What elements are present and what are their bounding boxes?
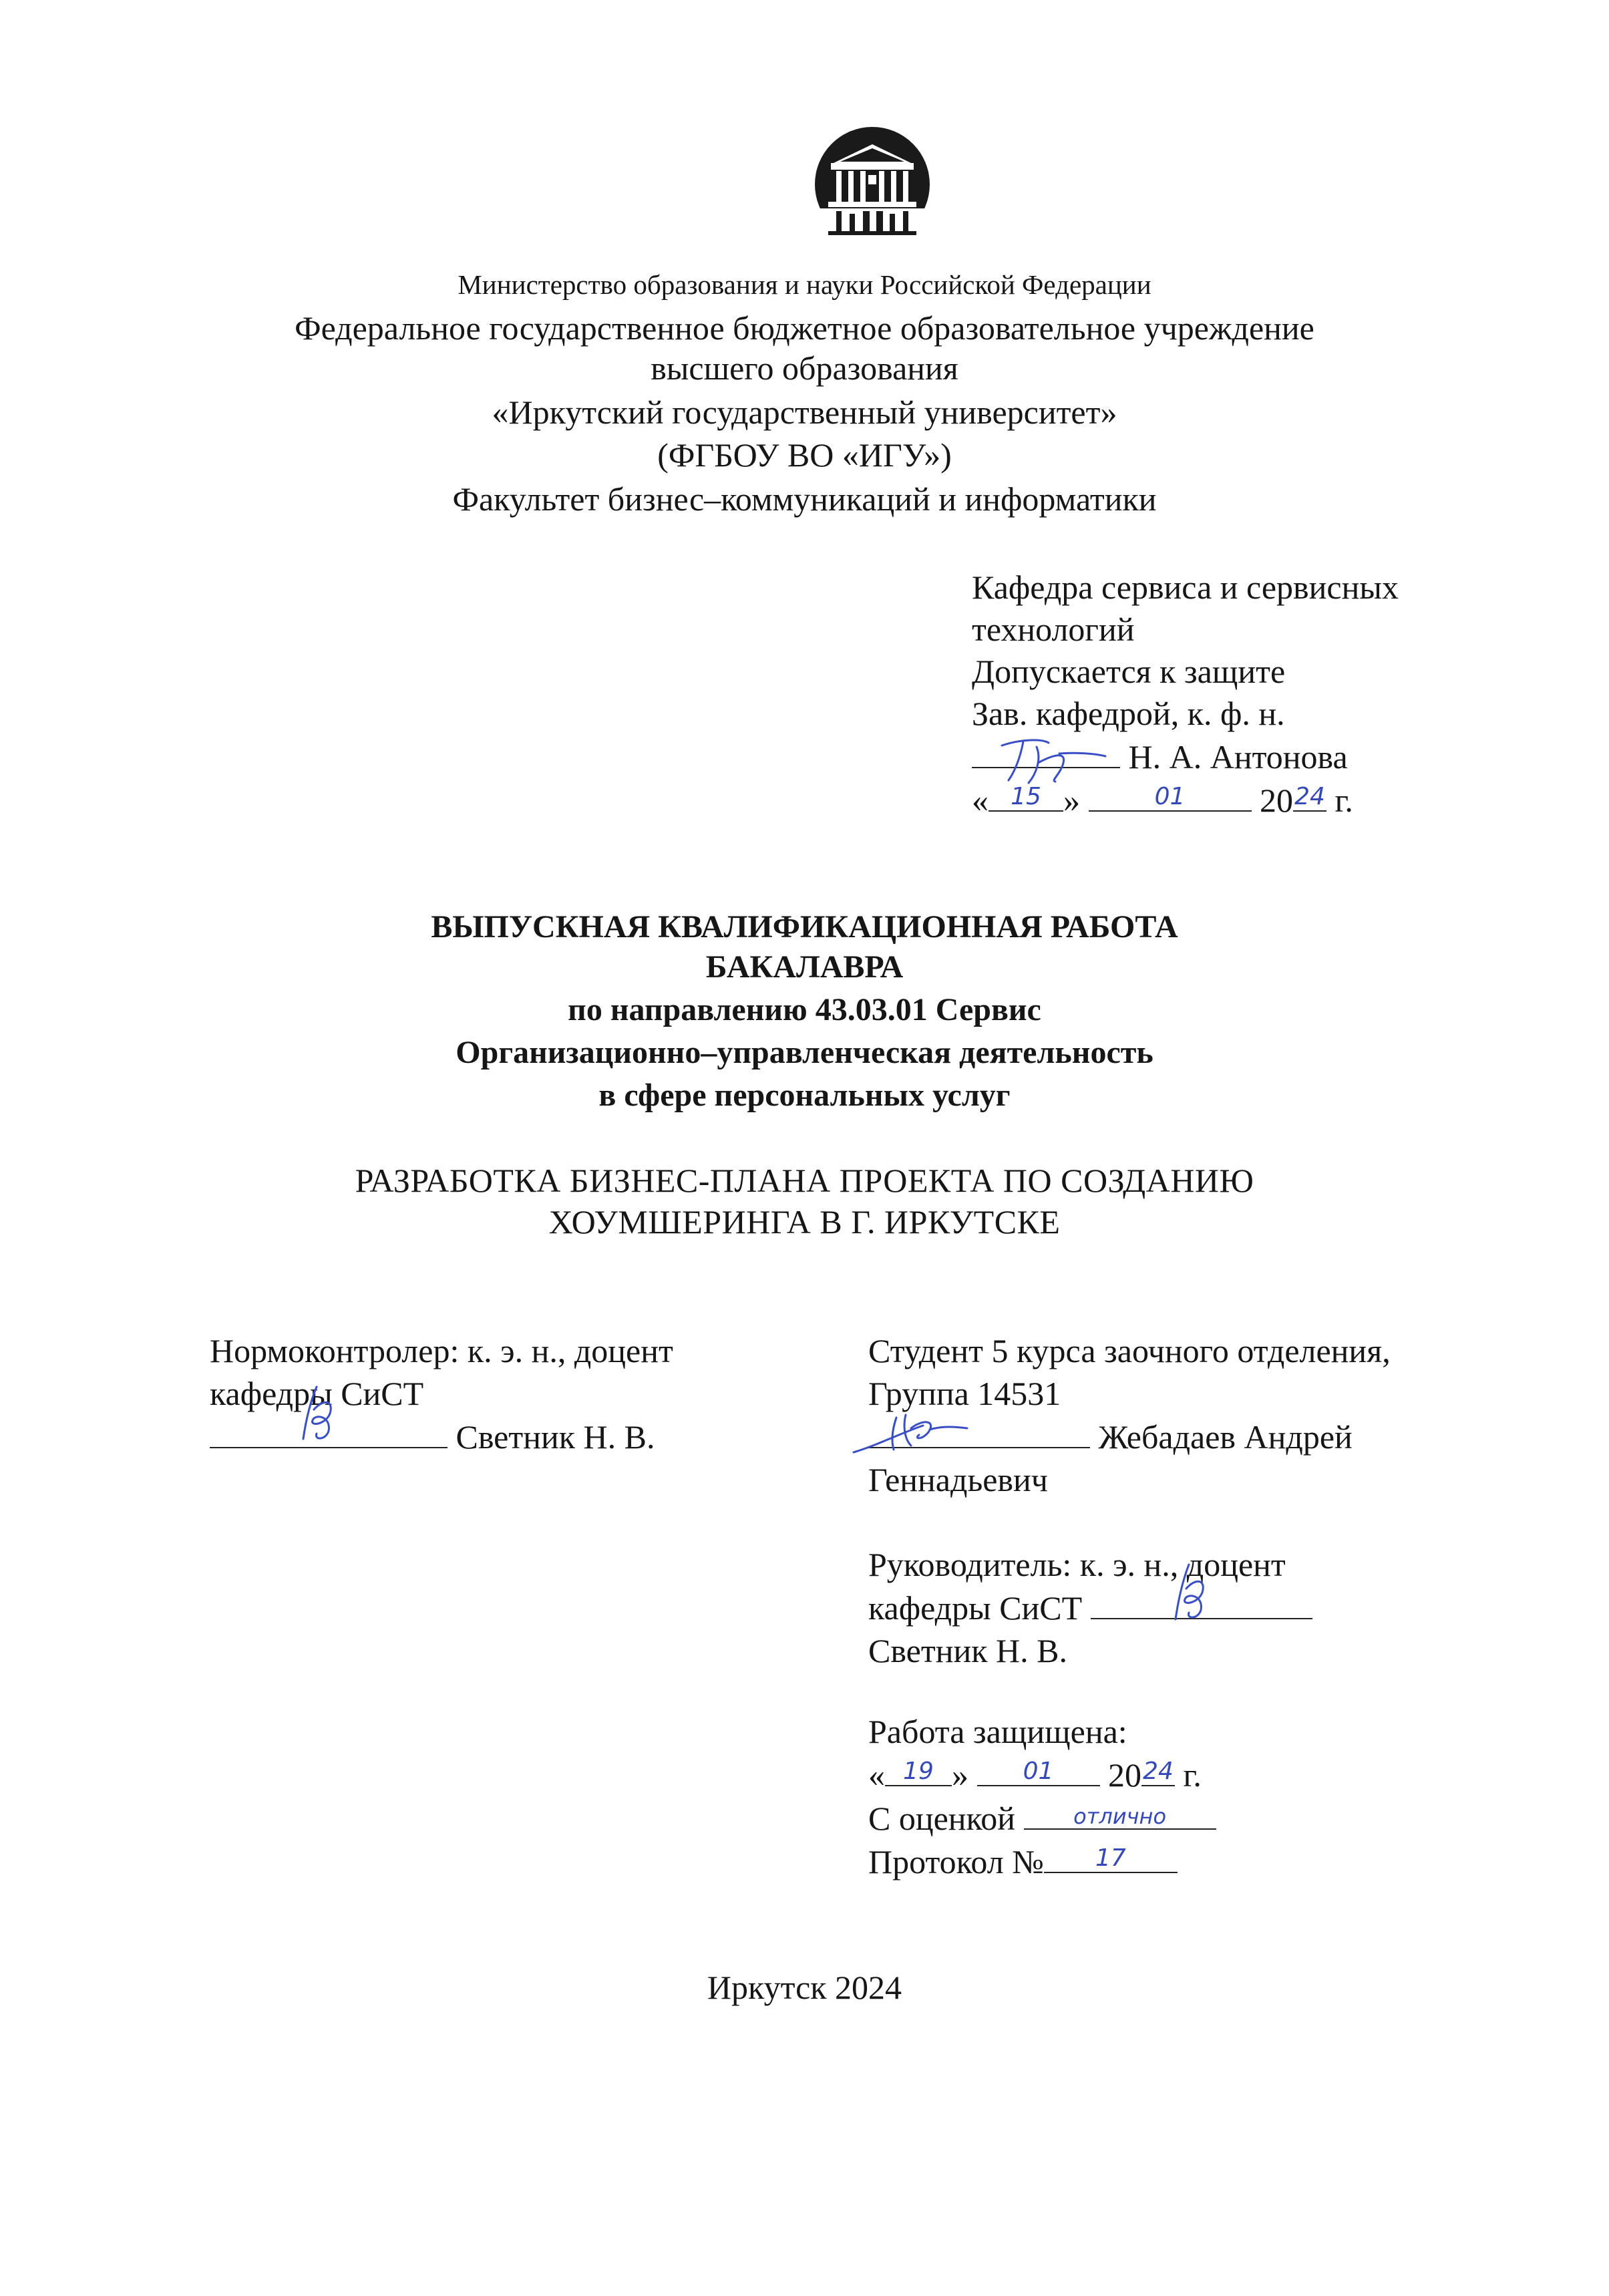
defense-year-prefix: 20	[1108, 1756, 1141, 1794]
title-line-5: в сфере персональных услуг	[598, 1078, 1011, 1113]
date-quote-open: «	[972, 782, 989, 819]
normcontroller-name: Светник Н. В.	[456, 1418, 655, 1456]
city-year: Иркутск 2024	[707, 1969, 902, 2006]
approval-block	[972, 566, 1399, 822]
defense-month-blank	[977, 1753, 1100, 1786]
university-name: «Иркутский государственный университет»	[492, 393, 1117, 431]
institution-line-2: высшего образования	[651, 349, 958, 387]
normcontroller-line-2: кафедры СиСТ	[210, 1375, 424, 1412]
supervisor-signature-blank	[1091, 1586, 1312, 1619]
approval-date-line	[972, 778, 1399, 822]
approval-year-unit: г.	[1334, 782, 1353, 819]
university-abbr: (ФГБОУ ВО «ИГУ»)	[657, 436, 952, 474]
supervisor-line-1: Руководитель: к. э. н., доцент	[868, 1546, 1286, 1583]
topic-line-2: ХОУМШЕРИНГА В Г. ИРКУТСКЕ	[548, 1203, 1061, 1241]
approval-month-blank	[1089, 778, 1252, 812]
student-block	[868, 1329, 1391, 1501]
date-quote-close: »	[1063, 782, 1080, 819]
supervisor-signature-line	[868, 1586, 1312, 1629]
defense-day: 19	[903, 1758, 934, 1785]
normcontroller-block	[210, 1329, 673, 1458]
defense-day-blank	[885, 1753, 952, 1786]
protocol-blank	[1044, 1840, 1178, 1873]
grade-blank	[1024, 1796, 1216, 1830]
faculty-name: Факультет бизнес–коммуникаций и информатики	[452, 480, 1157, 518]
ministry-line: Министерство образования и науки Российской Федерации	[458, 269, 1151, 300]
normcontroller-line-1: Нормоконтролер: к. э. н., доцент	[210, 1332, 673, 1369]
head-title: Зав. кафедрой, к. ф. н.	[972, 695, 1285, 732]
head-name: Н. А. Антонова	[1128, 738, 1348, 776]
approval-month: 01	[1154, 783, 1186, 810]
student-name-line-2: Геннадьевич	[868, 1461, 1048, 1498]
approval-day: 15	[1011, 783, 1041, 810]
protocol-value: 17	[1095, 1844, 1126, 1872]
institution-line-1: Федеральное государственное бюджетное образовательное учреждение	[295, 309, 1314, 347]
protocol-label: Протокол №	[868, 1843, 1044, 1880]
approval-year-blank	[1293, 778, 1326, 812]
supervisor-block	[868, 1543, 1312, 1672]
grade-line	[868, 1796, 1216, 1840]
grade-value: отлично	[1073, 1804, 1167, 1829]
defense-block	[868, 1710, 1216, 1883]
department-line-2: технологий	[972, 611, 1135, 648]
topic-line-1: РАЗРАБОТКА БИЗНЕС-ПЛАНА ПРОЕКТА ПО СОЗДАНИЮ	[355, 1162, 1254, 1199]
university-logo	[812, 124, 932, 244]
head-signature-blank	[972, 735, 1120, 768]
student-name-line-1: Жебадаев Андрей	[1098, 1418, 1353, 1456]
department-line-1: Кафедра сервиса и сервисных	[972, 568, 1399, 606]
supervisor-name: Светник Н. В.	[868, 1632, 1067, 1669]
protocol-line	[868, 1840, 1216, 1883]
approval-year-prefix: 20	[1260, 782, 1293, 819]
defense-label: Работа защищена:	[868, 1713, 1127, 1750]
title-line-4: Организационно–управленческая деятельность	[456, 1035, 1153, 1070]
normcontroller-signature-blank	[210, 1415, 448, 1448]
normcontroller-signature-line	[210, 1415, 673, 1458]
title-line-2: БАКАЛАВРА	[705, 949, 904, 985]
defense-quote-open: «	[868, 1756, 885, 1794]
head-signature-line	[972, 735, 1399, 778]
grade-label: С оценкой	[868, 1800, 1016, 1837]
student-signature-blank	[868, 1415, 1090, 1448]
defense-year-suffix: 24	[1143, 1758, 1174, 1785]
defense-date-line	[868, 1753, 1216, 1796]
approval-day-blank	[989, 778, 1063, 812]
university-emblem-icon	[812, 124, 932, 244]
student-line-1: Студент 5 курса заочного отделения,	[868, 1332, 1391, 1369]
title-line-1: ВЫПУСКНАЯ КВАЛИФИКАЦИОННАЯ РАБОТА	[431, 909, 1178, 945]
approval-year-suffix: 24	[1294, 783, 1325, 810]
defense-year-unit: г.	[1183, 1756, 1202, 1794]
defense-year-blank	[1141, 1753, 1175, 1786]
admitted-label: Допускается к защите	[972, 653, 1286, 690]
student-signature-line	[868, 1415, 1391, 1458]
title-line-3: по направлению 43.03.01 Сервис	[568, 992, 1041, 1027]
student-group: Группа 14531	[868, 1375, 1061, 1412]
supervisor-line-2: кафедры СиСТ	[868, 1589, 1083, 1627]
defense-quote-close: »	[952, 1756, 968, 1794]
defense-month: 01	[1023, 1758, 1054, 1785]
